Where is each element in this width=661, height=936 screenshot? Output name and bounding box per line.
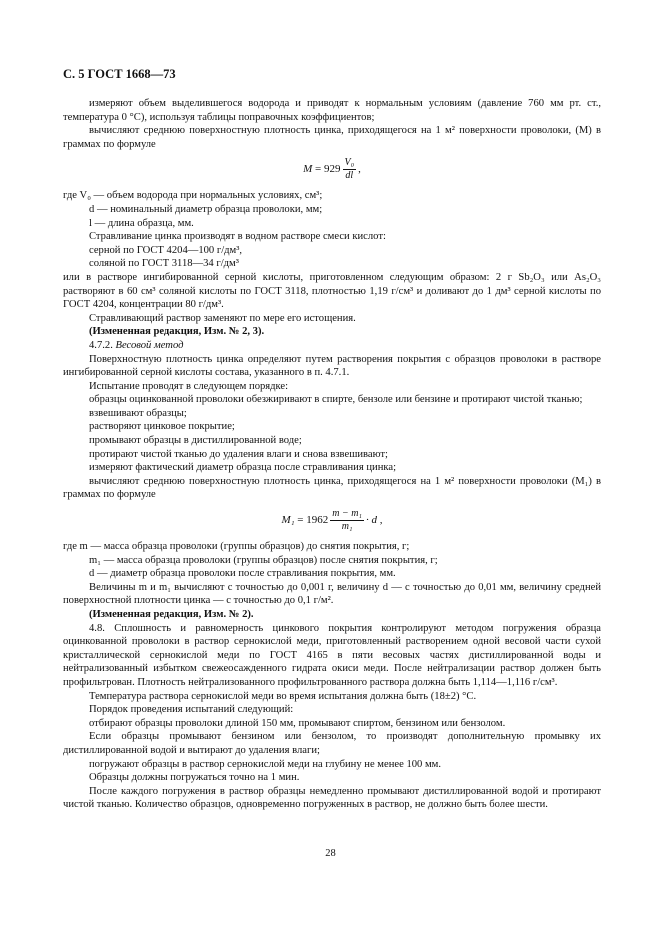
formula-numerator: m − m₁ [332, 508, 362, 520]
formula-m [63, 157, 601, 185]
paragraph: вычисляют среднюю поверхностную плотность цинка, приходящегося на 1 м² поверхности проволоки (M₁) в граммах по формуле [63, 475, 601, 501]
definition: d — номинальный диаметр образца проволоки, мм; [89, 203, 323, 215]
formula-tail: , [358, 163, 361, 176]
definition: l — длина образца, мм. [89, 217, 194, 229]
formula-fraction [330, 508, 364, 533]
formula-eq: = [297, 513, 304, 526]
formula-tail: · d , [365, 513, 383, 526]
formula-numerator: V₀ [344, 157, 355, 169]
paragraph: Стравливание цинка производят в водном растворе смеси кислот: [89, 231, 386, 243]
paragraph: Испытание проводят в следующем порядке: [89, 380, 289, 392]
paragraph: Образцы должны погружаться точно на 1 мин. [89, 772, 300, 784]
section-title: Весовой метод [115, 339, 184, 351]
paragraph: После каждого погружения в раствор образцы немедленно промывают дистиллированной водой и протирают чистой тканью. Количество образцов, одновременно погруженных в раствор, не должно быть более шести. [63, 785, 601, 811]
definition: d — диаметр образца проволоки после стравливания покрытия, мм. [89, 568, 396, 580]
paragraph: растворяют цинковое покрытие; [89, 421, 235, 433]
formula-coef: 1962 [306, 513, 329, 526]
paragraph: Поверхностную плотность цинка определяют путем растворения покрытия с образцов проволоки в растворе ингибированной серной кислоты состава, указанного в п. 4.7.1. [63, 353, 601, 379]
definition: где V₀ — объем водорода при нормальных условиях, см³; [63, 190, 323, 202]
paragraph: Стравливающий раствор заменяют по мере его истощения. [89, 312, 356, 324]
paragraph: или в растворе ингибированной серной кислоты, приготовленном следующим образом: 2 г Sb₂O₃ или As₂O₃ растворяют в 60 см³ соляной кислоты по ГОСТ 3118, плотностью 1,19 г/см³ и доливают до 1 дм³ серной кислоты по ГОСТ 4204, концентрации 80 г/дм³. [63, 271, 601, 311]
paragraph: вычисляют среднюю поверхностную плотность цинка, приходящегося на 1 м² поверхности проволоки, (М) в граммах по формуле [63, 125, 601, 150]
paragraph: отбирают образцы проволоки длиной 150 мм, промывают спиртом, бензином или бензолом. [89, 717, 506, 729]
revision-note: (Измененная редакция, Изм. № 2). [89, 609, 254, 620]
formula-denominator: m₁ [341, 521, 353, 533]
paragraph: взвешивают образцы; [89, 407, 187, 419]
paragraph: Температура раствора сернокислой меди во время испытания должна быть (18±2) °С. [89, 690, 477, 702]
paragraph: измеряют фактический диаметр образца после стравливания цинка; [89, 462, 397, 474]
formula-coef: 929 [324, 163, 341, 176]
paragraph: соляной по ГОСТ 3118—34 г/дм³ [89, 258, 239, 270]
paragraph: серной по ГОСТ 4204—100 г/дм³, [89, 244, 243, 256]
formula-denominator: dl [345, 170, 354, 182]
paragraph: образцы оцинкованной проволоки обезжиривают в спирте, бензоле или бензине и протирают чистой тканью; [89, 394, 583, 406]
paragraph: погружают образцы в раствор сернокислой меди на глубину не менее 100 мм. [89, 758, 442, 770]
definition: m₁ — масса образца проволоки (группы образцов) после снятия покрытия, г; [89, 554, 438, 566]
page-header: С. 5 ГОСТ 1668—73 [63, 67, 176, 81]
paragraph: Величины m и m₁ вычисляют с точностью до 0,001 г, величину d — с точностью до 0,01 мм, величину средней поверхностной плотности цинка — с точностью до 0,1 г/м². [63, 581, 601, 607]
paragraph: промывают образцы в дистиллированной воде; [89, 435, 302, 447]
revision-note: (Измененная редакция, Изм. № 2, 3). [89, 326, 265, 338]
formula-fraction [343, 157, 357, 182]
section-number: 4.7.2. [89, 339, 113, 351]
document-body [63, 97, 601, 812]
formula-eq: = [315, 163, 322, 176]
paragraph: измеряют объем выделившегося водорода и приводят к нормальным условиям (давление 760 мм рт. ст., температура 0 °С), используя таблицы поправочных коэффициентов; [63, 98, 601, 123]
paragraph: Порядок проведения испытаний следующий: [89, 704, 294, 716]
definition: где m — масса образца проволоки (группы образцов) до снятия покрытия, г; [63, 541, 410, 553]
paragraph: 4.8. Сплошность и равномерность цинкового покрытия контролируют методом погружения образца оцинкованной проволоки в раствор сернокислой меди, приготовленный растворением одной весовой части сухой кристаллической сернокислой меди по ГОСТ 4165 в пяти весовых частях дистиллированной воды и нейтрализованный избытком свежеосажденного гидрата окиси меди. После нейтрализации раствор должен быть профильтрован. Плотность нейтрализованного профильтрованного раствора должна быть 1,114—1,116 г/см³. [63, 622, 601, 688]
section-heading [63, 339, 601, 353]
paragraph: Если образцы промывают бензином или бензолом, то производят дополнительную промывку их дистиллированной водой и вытирают до удаления влаги; [63, 731, 601, 756]
formula-lhs: M₁ [281, 513, 295, 526]
page-number: 28 [325, 848, 336, 859]
paragraph: протирают чистой тканью до удаления влаги и снова взвешивают; [89, 448, 388, 460]
formula-lhs: M [303, 163, 313, 176]
formula-m1 [63, 508, 601, 536]
